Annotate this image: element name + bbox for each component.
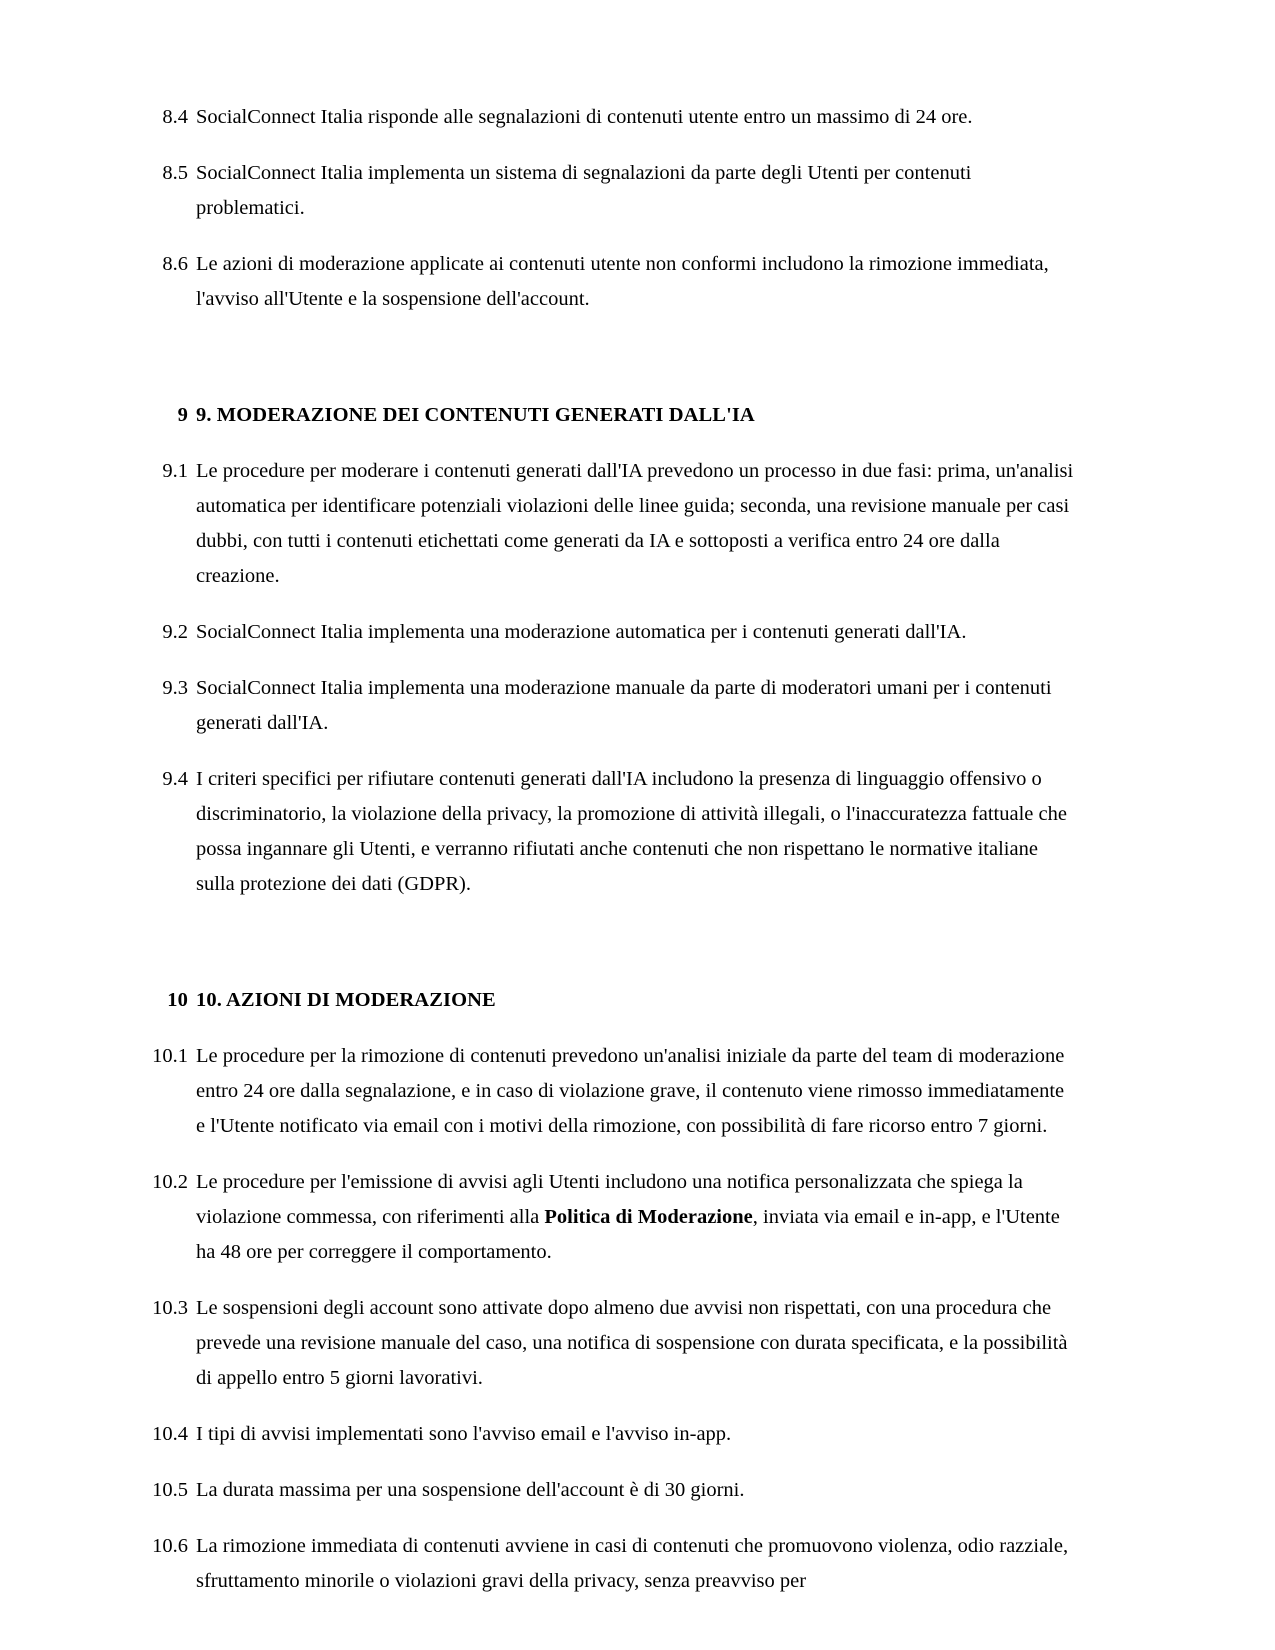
clause-text	[188, 454, 1075, 594]
clause-number: 10.1	[152, 1045, 188, 1067]
clause-item	[140, 1039, 1075, 1144]
clause-item	[140, 1291, 1075, 1396]
text-run: Le sospensioni degli account sono attivate dopo almeno due avvisi non rispettati, con una procedura che prevede una revisione manuale del caso, una notifica di sospensione con durata specificata, e la possibilità di appello entro 5 giorni lavorativi.	[196, 1297, 1068, 1389]
clause-number: 8.6	[162, 253, 188, 275]
section-spacer	[140, 338, 1075, 398]
clause-text	[188, 1039, 1075, 1144]
text-run: I criteri specifici per rifiutare contenuti generati dall'IA includono la presenza di linguaggio offensivo o discriminatorio, la violazione della privacy, la promozione di attività illegali, o l'inaccuratezza fattuale che possa ingannare gli Utenti, e verranno rifiutati anche contenuti che non rispettano le normative italiane sulla protezione dei dati (GDPR).	[196, 768, 1067, 895]
text-run: La durata massima per una sospensione dell'account è di 30 giorni.	[196, 1479, 745, 1501]
text-run: SocialConnect Italia risponde alle segnalazioni di contenuti utente entro un massimo di 24 ore.	[196, 106, 973, 128]
clause-text	[188, 1417, 1075, 1452]
clause-text	[188, 1291, 1075, 1396]
text-run: 9. MODERAZIONE DEI CONTENUTI GENERATI DALL'IA	[196, 404, 755, 426]
text-run: Le azioni di moderazione applicate ai contenuti utente non conformi includono la rimozione immediata, l'avviso all'Utente e la sospensione dell'account.	[196, 253, 1049, 310]
clause-number: 9.3	[162, 677, 188, 699]
clause-number: 9.4	[162, 768, 188, 790]
clause-item	[140, 1417, 1075, 1452]
clause-item	[140, 615, 1075, 650]
clause-text	[188, 100, 1075, 135]
clause-number: 8.5	[162, 162, 188, 184]
clause-number: 10.4	[152, 1423, 188, 1445]
clause-item	[140, 671, 1075, 741]
clause-item	[140, 156, 1075, 226]
clause-item	[140, 762, 1075, 902]
clause-text	[188, 615, 1075, 650]
section-spacer	[140, 923, 1075, 983]
clause-number: 10.3	[152, 1297, 188, 1319]
section-heading	[140, 983, 1075, 1017]
section-title	[188, 398, 1075, 432]
clause-item	[140, 454, 1075, 594]
clause-text	[188, 1529, 1075, 1599]
text-run: La rimozione immediata di contenuti avviene in casi di contenuti che promuovono violenza, odio razziale, sfruttamento minorile o violazioni gravi della privacy, senza preavviso per	[196, 1535, 1069, 1592]
text-run: SocialConnect Italia implementa un sistema di segnalazioni da parte degli Utenti per contenuti problematici.	[196, 162, 972, 219]
text-run: 10. AZIONI DI MODERAZIONE	[196, 989, 496, 1011]
clause-item	[140, 1473, 1075, 1508]
section-number: 9	[177, 404, 188, 426]
clause-text	[188, 1165, 1075, 1270]
text-run: , inviata via email e in-app, e l'Utente ha 48 ore per correggere il comportamento.	[196, 1206, 1060, 1263]
section-title	[188, 983, 1075, 1017]
text-run: Le procedure per l'emissione di avvisi agli Utenti includono una notifica personalizzata che spiega la violazione commessa, con riferimenti alla	[196, 1171, 1023, 1228]
clause-item	[140, 1165, 1075, 1270]
clause-number: 10.2	[152, 1171, 188, 1193]
text-run: SocialConnect Italia implementa una moderazione automatica per i contenuti generati dall'IA.	[196, 621, 967, 643]
clause-text	[188, 247, 1075, 317]
clause-item	[140, 1529, 1075, 1599]
clause-number: 9.1	[162, 460, 188, 482]
clause-item	[140, 100, 1075, 135]
text-run: Le procedure per moderare i contenuti generati dall'IA prevedono un processo in due fasi: prima, un'analisi automatica per identificare potenziali violazioni delle linee guida; seconda, una revisione manuale per casi dubbi, con tutti i contenuti etichettati come generati da IA e sottoposti a verifica entro 24 ore dalla creazione.	[196, 460, 1074, 587]
clause-number: 10.6	[152, 1535, 188, 1557]
clause-text	[188, 1473, 1075, 1508]
section-number: 10	[167, 989, 188, 1011]
text-run: SocialConnect Italia implementa una moderazione manuale da parte di moderatori umani per i contenuti generati dall'IA.	[196, 677, 1052, 734]
clause-number: 8.4	[162, 106, 188, 128]
clause-text	[188, 156, 1075, 226]
document-body	[140, 100, 1075, 1599]
clause-number: 10.5	[152, 1479, 188, 1501]
clause-item	[140, 247, 1075, 317]
clause-number: 9.2	[162, 621, 188, 643]
text-run: Le procedure per la rimozione di contenuti prevedono un'analisi iniziale da parte del team di moderazione entro 24 ore dalla segnalazione, e in caso di violazione grave, il contenuto viene rimosso immediatamente e l'Utente notificato via email con i motivi della rimozione, con possibilità di fare ricorso entro 7 giorni.	[196, 1045, 1065, 1137]
clause-text	[188, 671, 1075, 741]
section-heading	[140, 398, 1075, 432]
text-run: I tipi di avvisi implementati sono l'avviso email e l'avviso in-app.	[196, 1423, 732, 1445]
clause-text	[188, 762, 1075, 902]
emphasis-text: Politica di Moderazione	[544, 1206, 753, 1228]
